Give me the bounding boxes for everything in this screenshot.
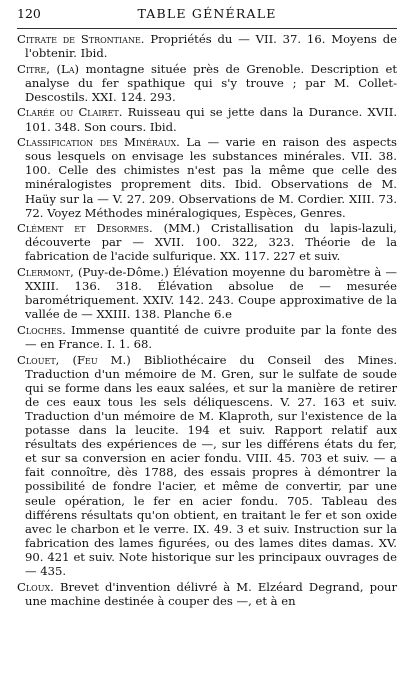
index-entry <box>17 105 397 133</box>
index-entry <box>17 62 397 104</box>
page-header <box>17 6 397 29</box>
running-title: TABLE GÉNÉRALE <box>137 6 277 21</box>
index-entry <box>17 221 397 263</box>
entry-headword: Clément et Desormes. <box>17 221 153 236</box>
entry-headword: Clouet, (Feu M.) <box>17 352 131 367</box>
entry-text: (MM.) Cristallisation du lapis-lazuli, découverte par — XVII. 100. 322, 323. Théorie de la fabrication de l'acide sulfurique. XX. 117. 227 et suiv. <box>25 221 397 264</box>
entry-text: Immense quantité de cuivre produite par la fonte des — en France. I. 1. 68. <box>25 322 398 351</box>
entry-headword: Citrate de Strontiane. <box>17 32 145 46</box>
entry-headword: Cloches. <box>17 322 66 337</box>
entry-headword: Cloux. <box>17 579 54 594</box>
index-entry <box>17 323 397 351</box>
index-entry <box>17 580 397 608</box>
entry-text: Ruisseau qui se jette dans la Durance. XVII. 101. 348. Son cours. Ibid. <box>25 105 398 134</box>
entry-text: Bibliothécaire du Conseil des Mines. Traduction d'un mémoire de M. Gren, sur le sulfate de soude qui se forme dans les eaux salées, et sur la manière de retirer de ces eaux tous les sels déliquescens. V. 27. 163 et suiv. Traduction d'un mémoire de M. Klaproth, sur l'existence de la potasse dans la leucite. 194 et suiv. Rapport relatif aux résultats des expériences de —, sur les différens états du fer, et sur sa conversion en acier fondu. VIII. 45. 703 et suiv. — a fait connoître, dès 1788, des essais propres à démontrer la possibilité de fondre l'acier, et même de convertir, par une seule opération, le fer en acier fondu. 705. Tableau des différens résultats qu'on obtient, en traitant le fer et son oxide avec le charbon et le verre. IX. 49. 3 et suiv. Instruction sur la fabrication des lames figurées, ou des lames dites damas. XV. 90. 421 et suiv. Note historique sur les principaux ouvrages de — 435. <box>25 352 398 578</box>
index-entry <box>17 265 397 321</box>
entry-text: La — varie en raison des aspects sous lesquels on envisage les substances minérales. VII. 38. 100. Celle des chimistes n'est pas la même que celle des minéralogistes proprement dits. Ibid. Observations de M. Haüy sur la — V. 27. 209. Observations de M. Cordier. XIII. 73. 72. Voyez Méthodes minéralogiques, Espèces, Genres. <box>25 135 397 220</box>
entry-text: montagne située près de Grenoble. Description et analyse du fer spathique qui s'y trouve ; par M. Collet-Descostils. XXI. 124. 293. <box>25 61 397 104</box>
entry-text: Brevet d'invention délivré à M. Elzéard Degrand, pour une machine destinée à couper des —, et à en <box>25 579 397 608</box>
index-entry <box>17 353 397 579</box>
entry-text: (Puy-de-Dôme.) Élévation moyenne du baromètre à — XXIII. 136. 318. Élévation absolue de — mesurée barométriquement. XXIV. 142. 243. Coupe approximative de la vallée de — XXIII. 138. Planche 6.e <box>25 265 397 322</box>
index-entry <box>17 135 397 220</box>
entry-headword: Classification des Minéraux. <box>17 135 180 150</box>
entry-headword: Citre, (La) <box>17 61 80 76</box>
page-number: 120 <box>17 6 41 21</box>
index-entry <box>17 32 397 60</box>
entry-text: Propriétés du — VII. 37. 16. Moyens de l'obtenir. Ibid. <box>25 32 397 61</box>
entry-headword: Clarée ou Clairet. <box>17 105 123 120</box>
entry-headword: Clermont, <box>17 265 74 279</box>
